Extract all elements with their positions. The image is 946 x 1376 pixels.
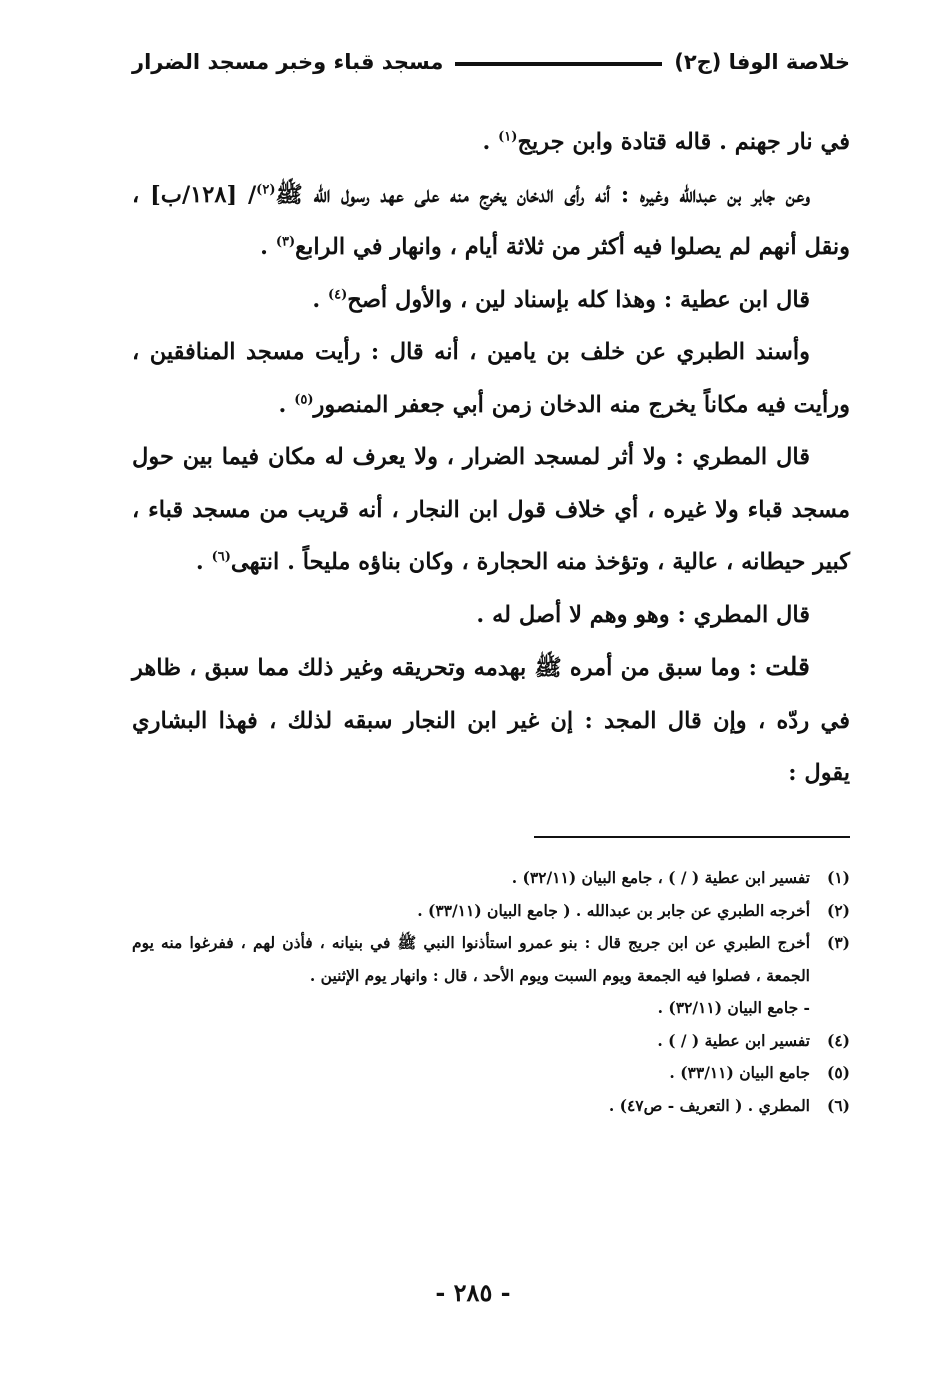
footnote-6 [132, 1090, 850, 1123]
footnote-ref-3: (٣) [275, 234, 296, 250]
footnote-text: جامع البيان (٣٣/١١) . [669, 1063, 810, 1082]
paragraph-3-text: قال ابن عطية : وهذا كله بإسناد لين ، والأول أصح [347, 286, 810, 313]
header-book-title: خلاصة الوفا (ج٢) [674, 50, 850, 74]
footnote-2 [132, 895, 850, 928]
paragraph-2-tail2: . [260, 234, 276, 260]
footnote-number: (٥) [826, 1063, 850, 1082]
footnote-text: المطري . ( التعريف - ص٤٧) . [608, 1095, 810, 1115]
footnote-ref-4: (٤) [328, 287, 348, 302]
footnote-text: تفسير ابن عطية ( / ) ، جامع البيان (٣٢/١١) . [511, 868, 810, 887]
paragraph-2 [132, 169, 850, 274]
paragraph-2-text: وعن جابر بن عبدالله وغيره : أنه رأى الدخان يخرج منه على عهد رسول الله ﷺ [275, 181, 810, 208]
footnote-ref-1: (١) [498, 129, 518, 145]
main-text [132, 116, 850, 800]
footnote-text: أخرج الطبري عن ابن جريج قال : بنو عمرو استأذنوا النبي ﷺ في بنيانه ، فأذن لهم ، ففرغوا منه يوم الجمعة ، فصلوا فيه الجمعة ويوم السبت ويوم الأحد ، قال : وانهار يوم الإثنين . [132, 933, 810, 985]
footnote-4 [132, 1025, 850, 1058]
footnote-number: (٤) [826, 1030, 850, 1050]
header-rule [455, 62, 662, 66]
footnote-3-continuation: - جامع البيان (٣٢/١١) . [657, 998, 810, 1017]
footnote-ref-2: (٢) [256, 182, 276, 197]
paragraph-7 [132, 641, 850, 800]
paragraph-5-text: قال المطري : ولا أثر لمسجد الضرار ، ولا يعرف له مكان فيما بين حول مسجد قباء ولا غيره ، أي خلاف قول ابن النجار ، أنه قريب من مسجد قباء ، كبير حيطانه ، عالية ، وتؤخذ منه الحجارة ، وكان بناؤه مليحاً . انتهى [132, 444, 850, 575]
footnotes [132, 862, 850, 1122]
footnote-ref-5: (٥) [294, 392, 314, 407]
paragraph-6-text: قال المطري : وهو وهم لا أصل له . [476, 601, 810, 628]
paragraph-4-text: وأسند الطبري عن خلف بن يامين ، أنه قال : رأيت مسجد المنافقين ، ورأيت فيه مكاناً يخرج منه الدخان زمن أبي جعفر المنصور [132, 339, 850, 418]
paragraph-5 [132, 431, 850, 589]
paragraph-7-lead: قلت [765, 652, 810, 681]
footnote-text: تفسير ابن عطية ( / ) . [657, 1030, 810, 1050]
footnote-5 [132, 1057, 850, 1090]
paragraph-5-tail: . [195, 549, 212, 575]
paragraph-4 [132, 326, 850, 431]
footnote-ref-6: (٦) [211, 549, 231, 565]
paragraph-4-tail: . [278, 391, 295, 418]
paragraph-1-tail: . [482, 129, 499, 155]
footnote-text: أخرجه الطبري عن جابر بن عبدالله . ( جامع البيان (٣٣/١١) . [417, 900, 810, 920]
footnote-3 [132, 927, 850, 992]
footnote-separator [534, 836, 850, 838]
footnote-number: (١) [826, 868, 850, 887]
footnote-number: (٦) [826, 1095, 850, 1115]
paragraph-3 [132, 274, 850, 327]
paragraph-2-tail: / [١٢٨/ب] ، ونقل أنهم لم يصلوا فيه أكثر من ثلاثة أيام ، وانهار في الرابع [132, 181, 850, 260]
header-section-title: مسجد قباء وخبر مسجد الضرار [132, 50, 444, 74]
footnote-number: (٢) [826, 900, 850, 920]
paragraph-1 [132, 116, 850, 169]
paragraph-1-text: في نار جهنم . قاله قتادة وابن جريج [517, 129, 850, 155]
paragraph-7-text: : وما سبق من أمره ﷺ بهدمه وتحريقه وغير ذلك مما سبق ، ظاهر في ردّه ، وإن قال المجد : إن غير ابن النجار سبقه لذلك ، فهذا البشاري يقول : [132, 655, 850, 786]
page-number: - ٢٨٥ - [435, 1278, 511, 1307]
footnote-1 [132, 862, 850, 895]
paragraph-3-tail: . [312, 286, 328, 313]
paragraph-6 [132, 589, 850, 642]
footnote-number: (٣) [826, 933, 850, 952]
running-header [132, 44, 850, 80]
